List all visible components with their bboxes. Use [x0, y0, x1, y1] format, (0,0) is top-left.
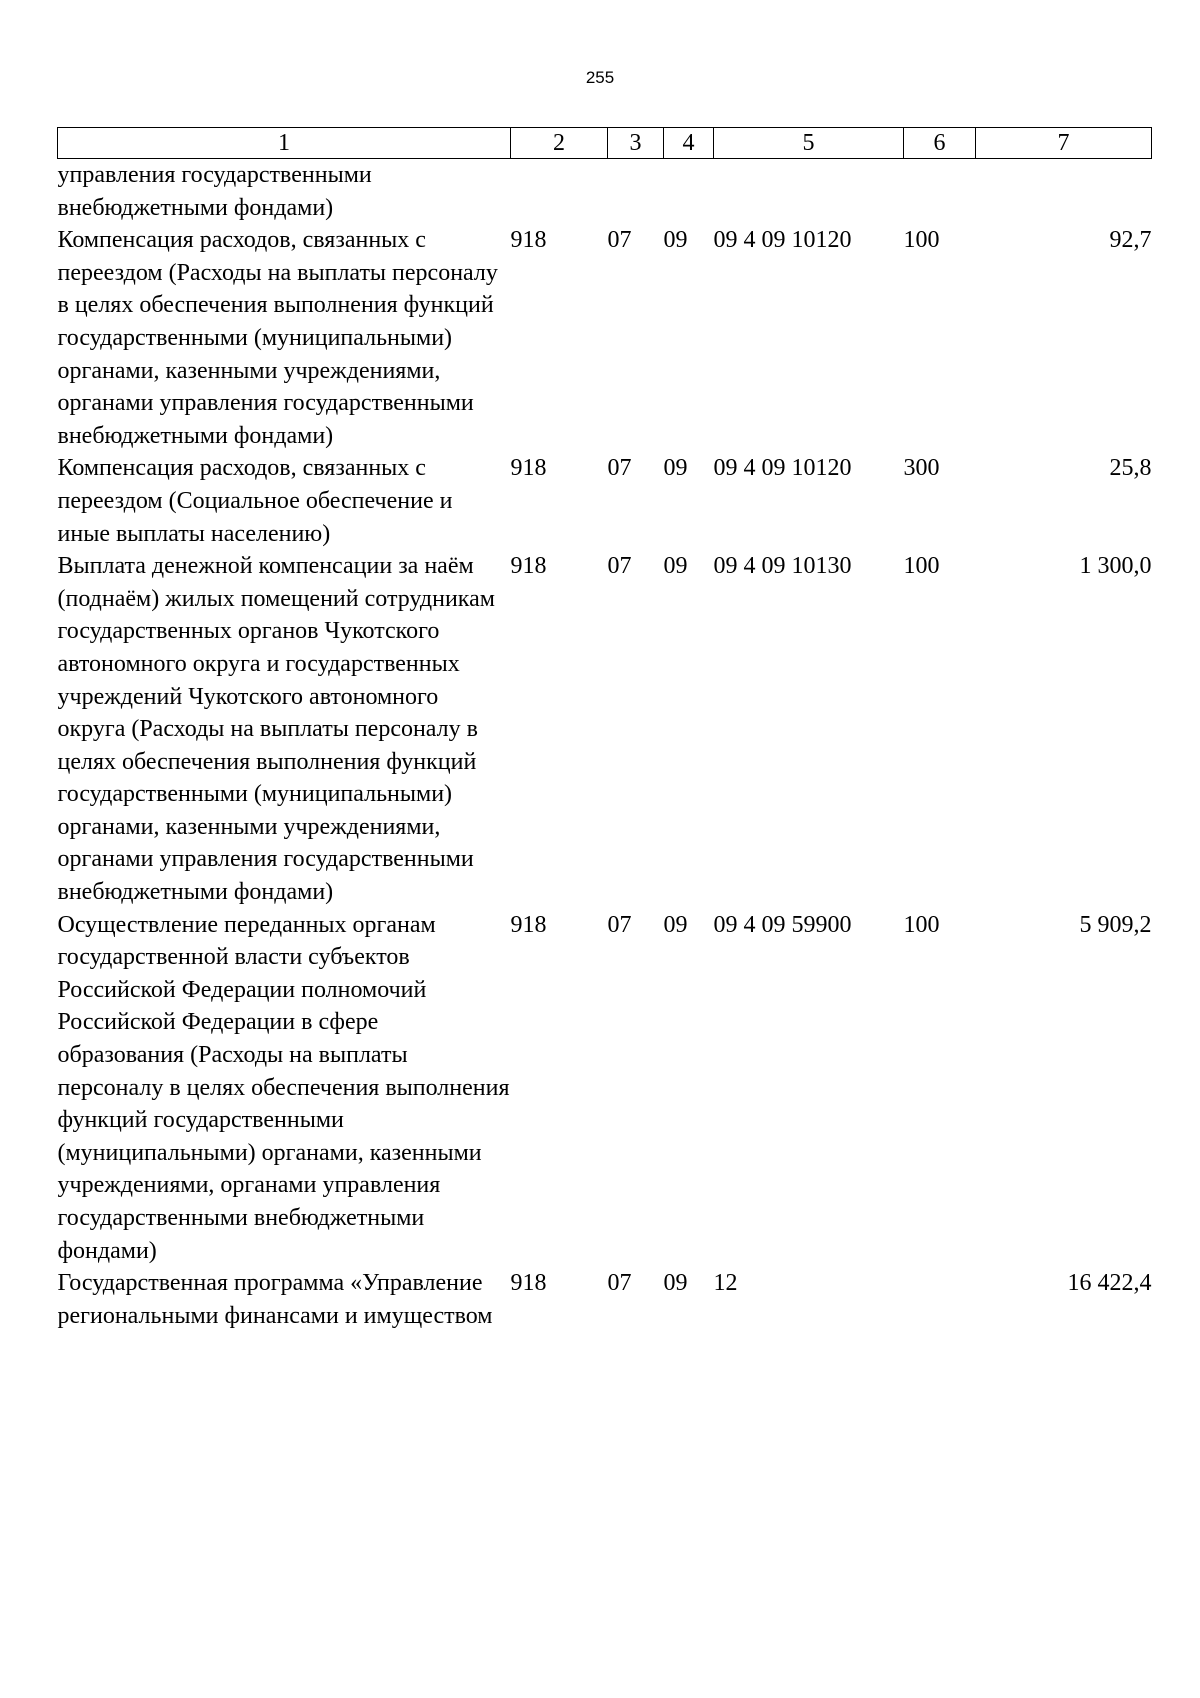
row-amount: 92,7 — [1109, 227, 1152, 254]
header-col-4: 4 — [664, 128, 714, 159]
table-row — [58, 452, 1152, 550]
row-target-article: 09 4 09 10120 — [713, 227, 852, 254]
table-row — [58, 1267, 1152, 1332]
row-amount: 16 422,4 — [1067, 1270, 1152, 1297]
row-amount: 1 300,0 — [1079, 553, 1152, 580]
row-name: Выплата денежной компенсации за наём (поднаём) жилых помещений сотрудникам государственных органов Чукотского автономного округа и государственных учреждений Чукотского автономного округа (Расходы на выплаты персоналу в целях обеспечения выполнения функций государственными (муниципальными) органами, казенными учреждениями, органами управления государственными внебюджетными фондами) — [57, 553, 495, 906]
budget-table — [57, 127, 1152, 1332]
row-expense-type — [904, 159, 976, 225]
row-name: управления государственными внебюджетными фондами) — [57, 162, 372, 221]
row-name: Осуществление переданных органам государственной власти субъектов Российской Федерации полномочий Российской Федерации в сфере образования (Расходы на выплаты персоналу в целях обеспечения выполнения функций государственными (муниципальными) органами, казенными учреждениями, органами управления государственными внебюджетными фондами) — [57, 911, 510, 1264]
row-ministry-code — [511, 159, 608, 225]
row-target-article: 09 4 09 59900 — [713, 911, 852, 938]
header-col-1: 1 — [58, 128, 511, 159]
header-col-6: 6 — [904, 128, 976, 159]
row-section-code: 07 — [607, 1270, 632, 1297]
row-expense-type — [904, 1267, 976, 1332]
row-ministry-code: 918 — [510, 455, 547, 482]
header-col-3: 3 — [608, 128, 664, 159]
row-target-article: 09 4 09 10130 — [713, 553, 852, 580]
header-row — [58, 128, 1152, 159]
row-amount: 5 909,2 — [1079, 911, 1152, 938]
table-row — [58, 224, 1152, 452]
row-name: Компенсация расходов, связанных с переездом (Социальное обеспечение и иные выплаты населению) — [57, 455, 453, 547]
row-amount: 25,8 — [1109, 455, 1152, 482]
header-col-2: 2 — [511, 128, 608, 159]
row-name: Государственная программа «Управление региональными финансами и имуществом — [57, 1270, 493, 1329]
table-row — [58, 909, 1152, 1268]
row-amount — [976, 159, 1152, 225]
header-col-5: 5 — [714, 128, 904, 159]
row-target-article: 12 — [713, 1270, 738, 1297]
row-section-code: 07 — [607, 911, 632, 938]
row-subsection-code: 09 — [663, 227, 688, 254]
page-number: 255 — [585, 68, 615, 87]
row-expense-type: 100 — [903, 911, 940, 938]
table-row — [58, 550, 1152, 909]
row-section-code: 07 — [607, 553, 632, 580]
row-section-code — [608, 159, 664, 225]
row-section-code: 07 — [607, 455, 632, 482]
row-subsection-code: 09 — [663, 1270, 688, 1297]
row-expense-type: 300 — [903, 455, 940, 482]
row-subsection-code: 09 — [663, 553, 688, 580]
row-ministry-code: 918 — [510, 1270, 547, 1297]
header-col-7: 7 — [976, 128, 1152, 159]
row-ministry-code: 918 — [510, 227, 547, 254]
row-subsection-code: 09 — [663, 455, 688, 482]
row-name: Компенсация расходов, связанных с переездом (Расходы на выплаты персоналу в целях обеспечения выполнения функций государственными (муниципальными) органами, казенными учреждениями, органами управления государственными внебюджетными фондами) — [57, 227, 498, 449]
row-subsection-code: 09 — [663, 911, 688, 938]
row-expense-type: 100 — [903, 227, 940, 254]
row-subsection-code — [664, 159, 714, 225]
table-row — [58, 159, 1152, 225]
row-section-code: 07 — [607, 227, 632, 254]
row-target-article — [714, 159, 904, 225]
row-ministry-code: 918 — [510, 553, 547, 580]
row-expense-type: 100 — [903, 553, 940, 580]
row-ministry-code: 918 — [510, 911, 547, 938]
row-target-article: 09 4 09 10120 — [713, 455, 852, 482]
